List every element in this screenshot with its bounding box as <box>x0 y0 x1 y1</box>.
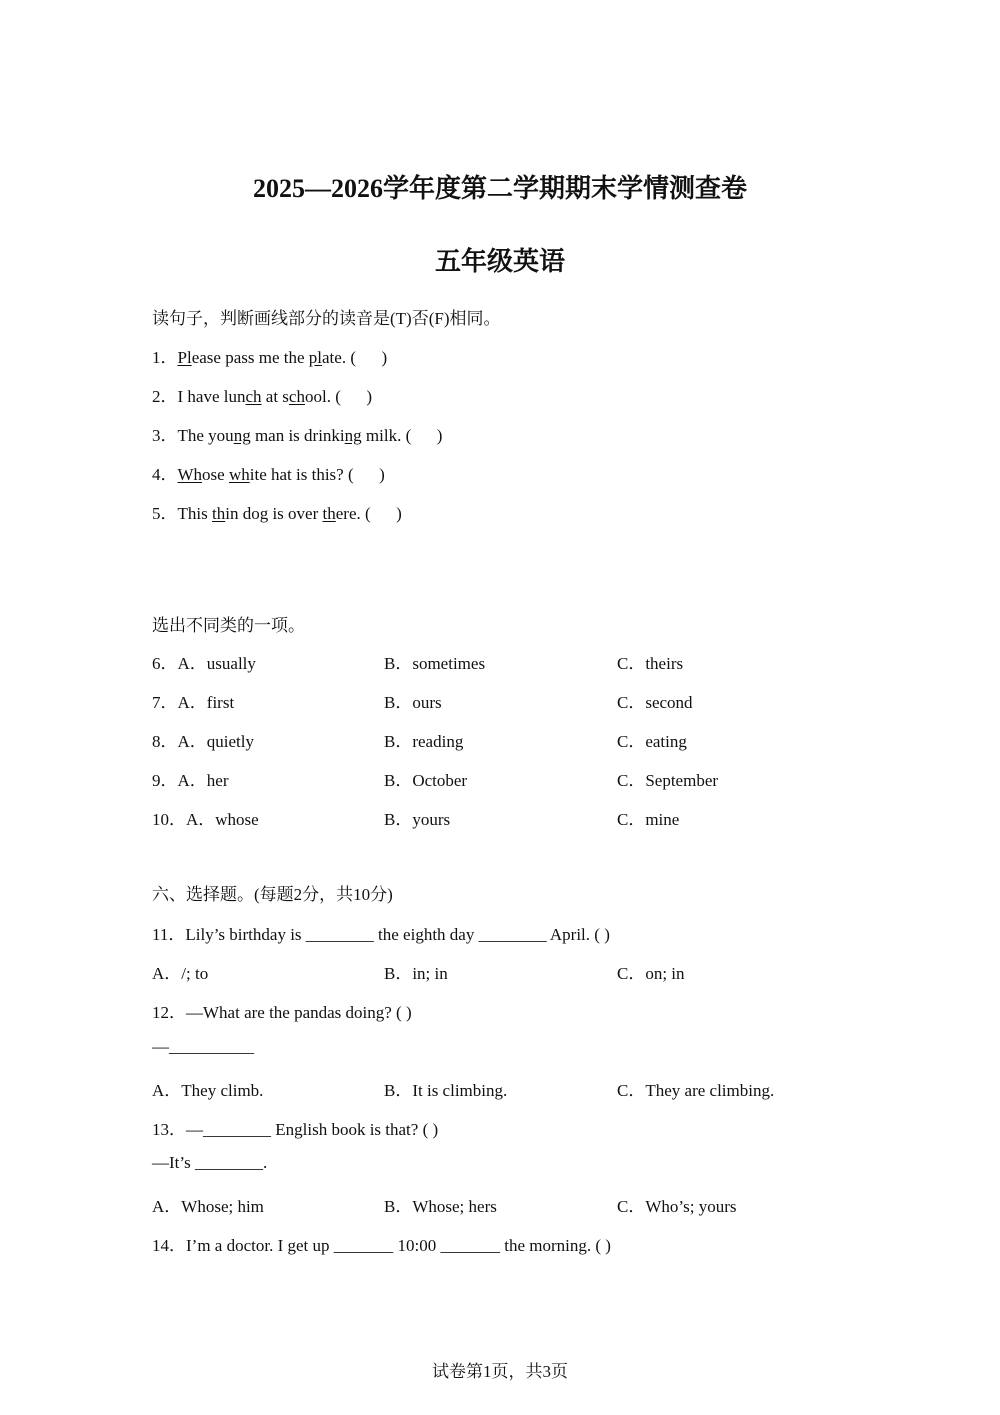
question-8-option-c: C．eating <box>617 732 687 751</box>
question-10-option-a: 10．A．whose <box>152 810 259 829</box>
question-12-option-b: B．It is climbing. <box>384 1081 508 1100</box>
question-12-option-c: C．They are climbing. <box>617 1081 775 1100</box>
question-14: 14．I’m a doctor. I get up _______ 10:00 _______ the morning. ( ) <box>152 1236 611 1255</box>
question-9-option-a: 9．A．her <box>152 771 229 790</box>
question-1: 1．Please pass me the plate. ( ) <box>152 348 388 367</box>
question-4: 4．Whose white hat is this? ( ) <box>152 465 385 484</box>
section1-instruction: 读句子，判断画线部分的读音是(T)否(F)相同。 <box>152 309 501 328</box>
question-5: 5．This thin dog is over there. ( ) <box>152 504 402 523</box>
section3-instruction: 六、选择题。(每题2分，共10分) <box>152 885 393 904</box>
question-12: 12．—What are the pandas doing? ( ) <box>152 1003 412 1022</box>
question-3: 3．The young man is drinking milk. ( ) <box>152 426 443 445</box>
question-2: 2．I have lunch at school. ( ) <box>152 387 373 406</box>
question-11-option-b: B．in; in <box>384 964 448 983</box>
page-footer: 试卷第1页，共3页 <box>432 1362 568 1381</box>
question-10-option-b: B．yours <box>384 810 451 829</box>
question-13-option-a: A．Whose; him <box>152 1197 264 1216</box>
question-11-option-a: A．/; to <box>152 964 209 983</box>
question-9-option-b: B．October <box>384 771 468 790</box>
question-7-option-a: 7．A．first <box>152 693 235 712</box>
question-6-option-a: 6．A．usually <box>152 654 256 673</box>
question-6-option-c: C．theirs <box>617 654 684 673</box>
section2-instruction: 选出不同类的一项。 <box>152 616 305 635</box>
question-11: 11．Lily’s birthday is ________ the eighth day ________ April. ( ) <box>152 925 610 944</box>
question-9-option-c: C．September <box>617 771 719 790</box>
question-6-option-b: B．sometimes <box>384 654 486 673</box>
page-subtitle: 五年级英语 <box>434 247 565 276</box>
question-7-option-b: B．ours <box>384 693 442 712</box>
question-12-answer-line: —__________ <box>152 1037 254 1056</box>
question-13-option-c: C．Who’s; yours <box>617 1197 737 1216</box>
question-13-option-b: B．Whose; hers <box>384 1197 497 1216</box>
question-7-option-c: C．second <box>617 693 693 712</box>
question-13: 13．—________ English book is that? ( ) <box>152 1120 439 1139</box>
page-title: 2025—2026学年度第二学期期末学情测查卷 <box>252 174 747 203</box>
question-8-option-b: B．reading <box>384 732 464 751</box>
question-10-option-c: C．mine <box>617 810 680 829</box>
question-8-option-a: 8．A．quietly <box>152 732 254 751</box>
question-11-option-c: C．on; in <box>617 964 685 983</box>
question-12-option-a: A．They climb. <box>152 1081 264 1100</box>
question-13-answer-line: —It’s ________. <box>152 1153 268 1172</box>
